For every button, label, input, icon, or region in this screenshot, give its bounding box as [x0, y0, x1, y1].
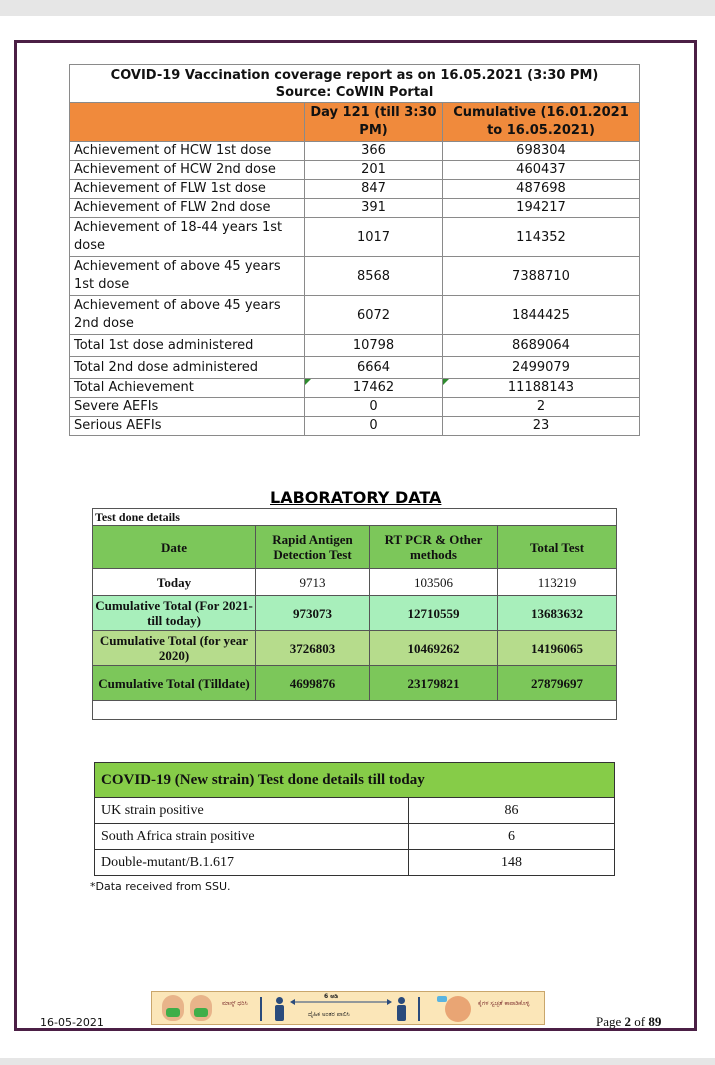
test-done-details-row: [93, 509, 617, 526]
page-current: 2: [624, 1014, 632, 1029]
row-label: Cumulative Total (Tilldate): [93, 666, 256, 701]
strain-label: Double-mutant/B.1.617: [95, 850, 409, 876]
row-label: Achievement of 18-44 years 1st dose: [70, 218, 305, 257]
mask-text: ಮಾಸ್ಕ್ ಧರಿಸಿ: [222, 1000, 248, 1007]
hand-wash-icon: [445, 996, 471, 1022]
banner-divider: [418, 997, 420, 1021]
vaccination-title-row: [70, 65, 640, 103]
rtpcr-value: 12710559: [370, 596, 498, 631]
row-label: Total Achievement: [70, 379, 305, 398]
header-rtpcr: RT PCR & Other methods: [370, 526, 498, 569]
row-label: Cumulative Total (For 2021- till today): [93, 596, 256, 631]
row-day-value: 391: [305, 199, 443, 218]
person-head: [276, 997, 283, 1004]
top-gray-strip: [0, 0, 715, 16]
strain-value: 148: [409, 850, 615, 876]
row-cumulative-value: 1844425: [443, 296, 640, 335]
strain-value: 86: [409, 798, 615, 824]
rapid-antigen-value: 9713: [256, 569, 370, 596]
rtpcr-value: 23179821: [370, 666, 498, 701]
row-label: Achievement of FLW 2nd dose: [70, 199, 305, 218]
table-row: [93, 569, 617, 596]
row-label: Total 1st dose administered: [70, 335, 305, 357]
row-cumulative-value: 11188143: [443, 379, 640, 398]
row-cumulative-value: 7388710: [443, 257, 640, 296]
table-row: [95, 824, 615, 850]
table-row: [70, 257, 640, 296]
page-total: 89: [648, 1014, 662, 1029]
distance-text: ದೈಹಿಕ ಅಂತರ ಪಾಲಿಸಿ: [308, 1011, 350, 1018]
row-day-value: 1017: [305, 218, 443, 257]
distance-arrow-icon: [290, 998, 392, 1006]
laboratory-header-row: [93, 526, 617, 569]
row-cumulative-value: 8689064: [443, 335, 640, 357]
table-row: [93, 631, 617, 666]
total-test-value: 27879697: [498, 666, 617, 701]
distance-value: 6 ಅಡಿ: [324, 993, 338, 1000]
row-day-value: 0: [305, 398, 443, 417]
person-icon: [396, 997, 406, 1021]
new-strain-table: [94, 762, 615, 876]
row-label: Achievement of HCW 2nd dose: [70, 161, 305, 180]
header-date: Date: [93, 526, 256, 569]
rtpcr-value: 10469262: [370, 631, 498, 666]
table-row: [70, 379, 640, 398]
rtpcr-value: 103506: [370, 569, 498, 596]
strain-header-row: [95, 763, 615, 798]
laboratory-data-heading: LABORATORY DATA: [270, 488, 442, 507]
person-body: [275, 1005, 284, 1021]
row-label: Serious AEFIs: [70, 417, 305, 436]
data-source-footnote: *Data received from SSU.: [90, 880, 231, 893]
footer-date: 16-05-2021: [40, 1016, 104, 1029]
vaccination-header-day: Day 121 (till 3:30 PM): [305, 103, 443, 142]
vaccination-header-blank: [70, 103, 305, 142]
table-row: [70, 357, 640, 379]
covid-appropriate-behaviour-banner: [151, 991, 545, 1025]
vaccination-source: Source: CoWIN Portal: [275, 85, 434, 100]
rapid-antigen-value: 4699876: [256, 666, 370, 701]
row-day-value: 6072: [305, 296, 443, 335]
row-day-value: 366: [305, 142, 443, 161]
page-of: of: [634, 1014, 646, 1029]
banner-divider: [260, 997, 262, 1021]
table-row: [70, 335, 640, 357]
masked-face-icon: [190, 995, 212, 1021]
row-label: Achievement of above 45 years 1st dose: [70, 257, 305, 296]
row-label: Achievement of above 45 years 2nd dose: [70, 296, 305, 335]
table-row: [70, 199, 640, 218]
table-row: [70, 398, 640, 417]
row-day-value: 847: [305, 180, 443, 199]
total-test-value: 113219: [498, 569, 617, 596]
vaccination-header-row: [70, 103, 640, 142]
person-icon: [274, 997, 284, 1021]
row-label: Cumulative Total (for year 2020): [93, 631, 256, 666]
total-test-value: 14196065: [498, 631, 617, 666]
vaccination-header-cumulative: Cumulative (16.01.2021 to 16.05.2021): [443, 103, 640, 142]
strain-label: South Africa strain positive: [95, 824, 409, 850]
strain-title: COVID-19 (New strain) Test done details till today: [95, 763, 615, 798]
total-test-value: 13683632: [498, 596, 617, 631]
row-day-value: 10798: [305, 335, 443, 357]
table-row: [70, 296, 640, 335]
table-row: [70, 142, 640, 161]
row-cumulative-value: 460437: [443, 161, 640, 180]
row-cumulative-value: 487698: [443, 180, 640, 199]
rapid-antigen-value: 973073: [256, 596, 370, 631]
row-cumulative-value: 114352: [443, 218, 640, 257]
page-number: [596, 1014, 661, 1030]
blank-row: [93, 701, 617, 720]
test-done-details-label: Test done details: [93, 509, 256, 526]
row-cumulative-value: 194217: [443, 199, 640, 218]
row-day-value: 8568: [305, 257, 443, 296]
vaccination-title: [70, 65, 640, 103]
vaccination-title-line1: COVID-19 Vaccination coverage report as on 16.05.2021 (3:30 PM): [110, 68, 599, 83]
table-row: [93, 666, 617, 701]
row-label: Severe AEFIs: [70, 398, 305, 417]
row-label: Achievement of FLW 1st dose: [70, 180, 305, 199]
person-body: [397, 1005, 406, 1021]
row-cumulative-value: 2499079: [443, 357, 640, 379]
table-row: [70, 180, 640, 199]
table-row: [70, 417, 640, 436]
table-row: [70, 161, 640, 180]
laboratory-table: [92, 508, 617, 720]
blank-cell: [93, 701, 617, 720]
row-day-value: 6664: [305, 357, 443, 379]
table-row: [93, 596, 617, 631]
masked-face-icon: [162, 995, 184, 1021]
table-row: [95, 798, 615, 824]
hand-hygiene-text: ಕೈಗಳ ಸ್ವಚ್ಛತೆ ಕಾಪಾಡಿಕೊಳ್ಳಿ: [478, 1000, 530, 1007]
header-total-test: Total Test: [498, 526, 617, 569]
page-prefix: Page: [596, 1014, 622, 1029]
vaccination-coverage-table: [69, 64, 640, 436]
table-row: [70, 218, 640, 257]
row-label: Total 2nd dose administered: [70, 357, 305, 379]
row-cumulative-value: 698304: [443, 142, 640, 161]
rapid-antigen-value: 3726803: [256, 631, 370, 666]
strain-label: UK strain positive: [95, 798, 409, 824]
row-cumulative-value: 23: [443, 417, 640, 436]
soap-icon: [437, 996, 447, 1002]
row-label: Achievement of HCW 1st dose: [70, 142, 305, 161]
person-head: [398, 997, 405, 1004]
header-rapid-antigen: Rapid Antigen Detection Test: [256, 526, 370, 569]
row-day-value: 0: [305, 417, 443, 436]
row-label: Today: [93, 569, 256, 596]
bottom-gray-strip: [0, 1058, 715, 1065]
table-row: [95, 850, 615, 876]
strain-value: 6: [409, 824, 615, 850]
test-done-details-blank: [256, 509, 617, 526]
row-day-value: 201: [305, 161, 443, 180]
row-cumulative-value: 2: [443, 398, 640, 417]
row-day-value: 17462: [305, 379, 443, 398]
